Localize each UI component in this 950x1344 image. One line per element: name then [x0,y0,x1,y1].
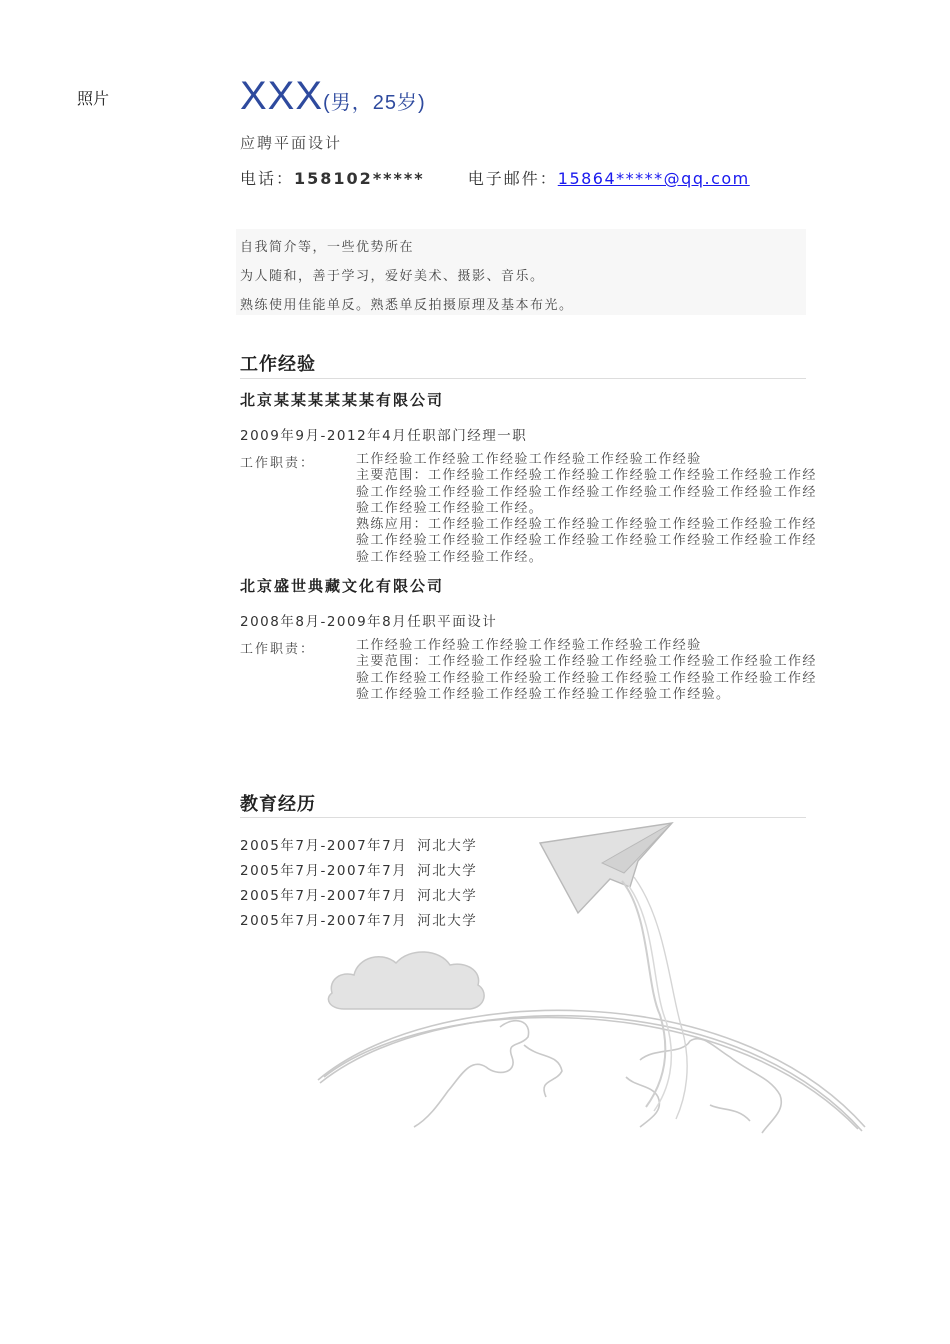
job-objective: 应聘平面设计 [240,134,343,152]
education-period: 2005年7月-2007年7月 [240,888,408,904]
job-period: 2008年8月-2009年8月任职平面设计 [240,614,498,630]
duty-description [356,452,826,566]
education-period: 2005年7月-2007年7月 [240,913,408,929]
paper-plane-illustration [540,823,687,1119]
duty-line: 工作经验工作经验工作经验工作经验工作经验工作经验 [356,638,702,653]
candidate-gender-age: (男，25岁) [323,92,426,114]
intro-line: 熟练使用佳能单反。熟悉单反拍摄原理及基本布光。 [240,298,574,313]
email-link[interactable]: 15864*****@qq.com [557,169,750,188]
decorative-illustration [310,815,870,1135]
contact-line [240,166,750,189]
company-name: 北京某某某某某某有限公司 [240,391,445,409]
name-heading [240,74,426,119]
intro-line: 为人随和，善于学习，爱好美术、摄影、音乐。 [240,269,545,284]
self-intro-box [236,229,806,315]
education-period: 2005年7月-2007年7月 [240,863,408,879]
education-school: 河北大学 [417,838,478,854]
candidate-name: XXX [240,74,324,118]
section-divider [240,378,806,379]
phone-number: 158102***** [294,169,425,188]
phone-label: 电话： [240,169,295,188]
cloud-illustration [328,952,484,1009]
duty-line: 熟练应用：工作经验工作经验工作经验工作经验工作经验工作经验工作经验工作经验工作经验工作经验工作经验工作经验工作经验工作经验工作经验工作经验工作经验工作经。 [356,517,817,565]
job-period: 2009年9月-2012年4月任职部门经理一职 [240,428,528,444]
duty-line: 主要范围：工作经验工作经验工作经验工作经验工作经验工作经验工作经验工作经验工作经验工作经验工作经验工作经验工作经验工作经验工作经验工作经验工作经验工作经。 [356,468,817,516]
duty-label: 工作职责： [240,642,316,657]
education-section-title: 教育经历 [240,794,316,815]
intro-line: 自我简介等，一些优势所在 [240,240,415,255]
company-name: 北京盛世典藏文化有限公司 [240,577,445,595]
education-school: 河北大学 [417,888,478,904]
email-label: 电子邮件： [467,169,558,188]
photo-placeholder-label: 照片 [77,89,110,108]
education-period: 2005年7月-2007年7月 [240,838,408,854]
duty-description [356,638,826,703]
education-school: 河北大学 [417,863,478,879]
globe-illustration [318,1010,865,1133]
duty-label: 工作职责： [240,456,316,471]
duty-line: 工作经验工作经验工作经验工作经验工作经验工作经验 [356,452,702,467]
education-school: 河北大学 [417,913,478,929]
duty-line: 主要范围：工作经验工作经验工作经验工作经验工作经验工作经验工作经验工作经验工作经验工作经验工作经验工作经验工作经验工作经验工作经验工作经验工作经验工作经验工作经验工作经验工作经验。 [356,654,817,702]
work-section-title: 工作经验 [240,354,316,375]
